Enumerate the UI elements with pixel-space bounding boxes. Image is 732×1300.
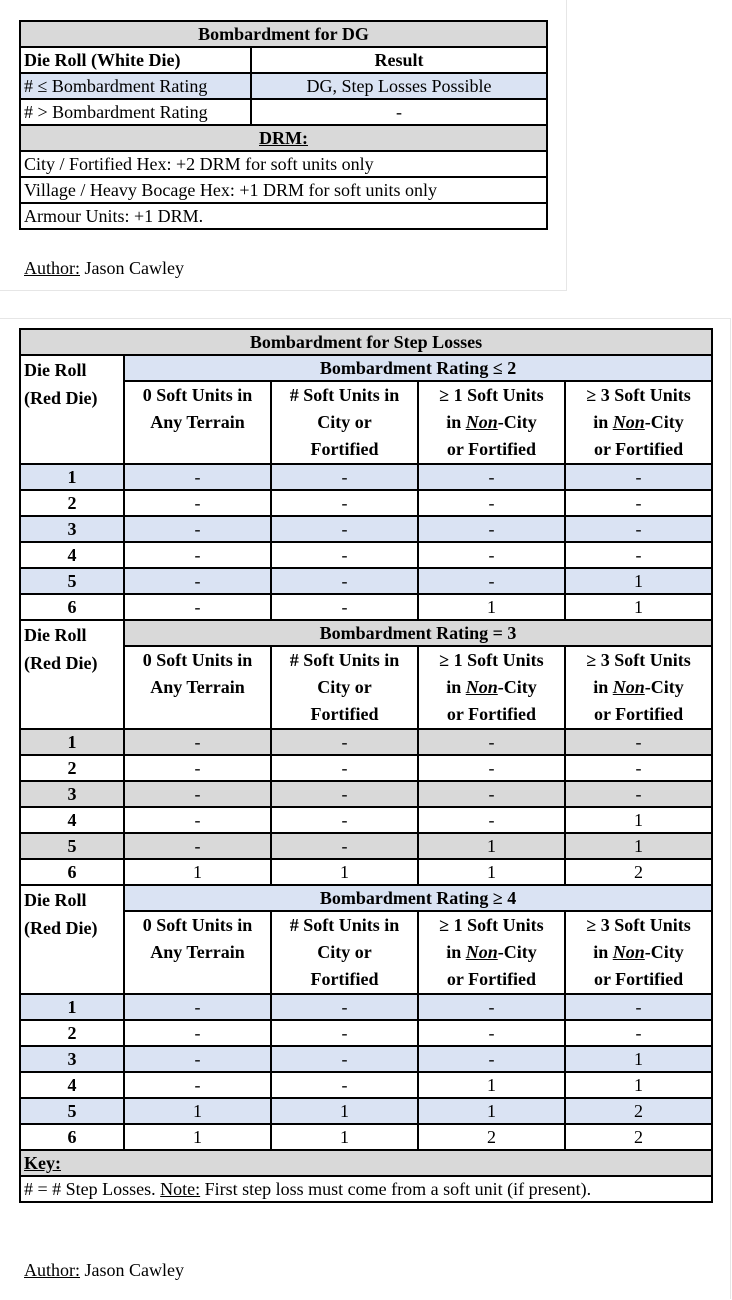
column-header-line	[569, 674, 708, 701]
die-value: 5	[20, 568, 124, 594]
die-value: 4	[20, 1072, 124, 1098]
die-roll-label	[20, 885, 124, 994]
column-header-emph: Non	[612, 942, 645, 962]
column-header-line: Any Terrain	[150, 677, 245, 697]
step-loss-cell: -	[271, 568, 418, 594]
dg-row-result: DG, Step Losses Possible	[251, 73, 547, 99]
step-loss-cell: 1	[565, 807, 712, 833]
column-header-part: -City	[644, 677, 684, 697]
drm-item: Armour Units: +1 DRM.	[20, 203, 547, 229]
column-header-part: -City	[497, 677, 537, 697]
key-text	[20, 1176, 712, 1202]
die-value: 3	[20, 1046, 124, 1072]
drm-row	[20, 151, 547, 177]
step-loss-cell: -	[124, 781, 271, 807]
column-header-line: Fortified	[310, 439, 379, 459]
step-loss-cell: -	[418, 781, 565, 807]
die-value: 2	[20, 490, 124, 516]
key-text-row	[20, 1176, 712, 1202]
column-header-line	[422, 939, 561, 966]
step-loss-cell: -	[124, 1020, 271, 1046]
dg-header-row	[20, 47, 547, 73]
table-row	[20, 542, 712, 568]
step-loss-cell: -	[271, 755, 418, 781]
die-roll-label-line: Die Roll	[24, 890, 87, 910]
column-header-line: # Soft Units in	[289, 650, 400, 670]
table-row	[20, 1072, 712, 1098]
table-row	[20, 859, 712, 885]
dg-row-roll: # ≤ Bombardment Rating	[20, 73, 251, 99]
dg-table	[19, 20, 548, 230]
drm-title: DRM:	[20, 125, 547, 151]
die-value: 6	[20, 859, 124, 885]
key-text-part: # = # Step Losses.	[24, 1179, 161, 1199]
step-loss-cell: -	[271, 516, 418, 542]
die-roll-label	[20, 355, 124, 464]
step-loss-cell: -	[418, 755, 565, 781]
step-loss-cell: 1	[124, 859, 271, 885]
step-loss-cell: -	[124, 490, 271, 516]
column-header-part: -City	[644, 412, 684, 432]
column-header-line	[569, 409, 708, 436]
step-loss-cell: -	[418, 1020, 565, 1046]
column-header-part: -City	[497, 942, 537, 962]
column-header-line	[422, 674, 561, 701]
step-loss-cell: 2	[565, 1124, 712, 1150]
column-header-part: in	[446, 412, 466, 432]
die-value: 4	[20, 807, 124, 833]
step-loss-cell: -	[565, 781, 712, 807]
column-header-line: ≥ 3 Soft Units	[586, 385, 691, 405]
step-loss-cell: 1	[418, 859, 565, 885]
column-header-line: Any Terrain	[150, 412, 245, 432]
column-header-line: ≥ 3 Soft Units	[586, 650, 691, 670]
column-header-line	[422, 409, 561, 436]
step-loss-cell: -	[565, 755, 712, 781]
dg-title: Bombardment for DG	[20, 21, 547, 47]
table-row	[20, 994, 712, 1020]
step-loss-cell: -	[565, 516, 712, 542]
column-header	[271, 911, 418, 994]
drm-row	[20, 203, 547, 229]
die-value: 1	[20, 729, 124, 755]
step-loss-cell: -	[418, 729, 565, 755]
step-loss-cell: -	[565, 1020, 712, 1046]
step-loss-cell: -	[565, 729, 712, 755]
table-row	[20, 807, 712, 833]
column-header	[418, 646, 565, 729]
column-header-line: City or	[317, 942, 372, 962]
column-header-line: 0 Soft Units in	[142, 385, 253, 405]
step-loss-cell: -	[565, 464, 712, 490]
column-header	[124, 646, 271, 729]
column-header-line: Any Terrain	[150, 942, 245, 962]
column-header	[565, 911, 712, 994]
table-row	[20, 464, 712, 490]
column-header-line	[569, 939, 708, 966]
dg-row-roll: # > Bombardment Rating	[20, 99, 251, 125]
rating-row	[20, 620, 712, 646]
step-loss-cell: -	[124, 568, 271, 594]
step-loss-cell: 1	[565, 833, 712, 859]
step-loss-cell: 1	[565, 1046, 712, 1072]
column-header	[418, 381, 565, 464]
key-note-label: Note:	[160, 1179, 201, 1199]
column-header-part: in	[593, 942, 613, 962]
table-row	[20, 594, 712, 620]
step-loss-cell: -	[124, 833, 271, 859]
step-loss-cell: 1	[271, 1124, 418, 1150]
die-value: 5	[20, 833, 124, 859]
step-loss-cell: 1	[271, 1098, 418, 1124]
drm-row	[20, 177, 547, 203]
step-loss-cell: -	[124, 542, 271, 568]
step-loss-cell: 1	[124, 1098, 271, 1124]
step-loss-cell: -	[271, 781, 418, 807]
die-value: 6	[20, 1124, 124, 1150]
rating-title: Bombardment Rating ≥ 4	[124, 885, 712, 911]
column-header-part: in	[446, 677, 466, 697]
step-loss-cell: -	[271, 490, 418, 516]
die-value: 3	[20, 516, 124, 542]
key-title: Key:	[20, 1150, 712, 1176]
column-header	[271, 646, 418, 729]
column-header-line: Fortified	[310, 704, 379, 724]
table-row	[20, 1124, 712, 1150]
step-loss-cell: 1	[418, 1072, 565, 1098]
dg-row	[20, 99, 547, 125]
die-roll-label-line: (Red Die)	[24, 653, 98, 673]
column-header-line: # Soft Units in	[289, 385, 400, 405]
step-table	[19, 328, 713, 1203]
die-value: 2	[20, 755, 124, 781]
column-header-part: -City	[644, 942, 684, 962]
column-header-emph: Non	[612, 677, 645, 697]
column-header-part: in	[593, 677, 613, 697]
step-loss-cell: -	[124, 994, 271, 1020]
table-row	[20, 516, 712, 542]
die-roll-label-line: Die Roll	[24, 625, 87, 645]
rating-title: Bombardment Rating ≤ 2	[124, 355, 712, 381]
author-name: Jason Cawley	[80, 1260, 184, 1280]
key-title-row	[20, 1150, 712, 1176]
step-loss-cell: -	[418, 1046, 565, 1072]
step-loss-cell: -	[271, 994, 418, 1020]
step-loss-cell: -	[418, 568, 565, 594]
step-loss-cell: -	[271, 1046, 418, 1072]
dg-row-result: -	[251, 99, 547, 125]
step-loss-cell: -	[565, 542, 712, 568]
step-loss-cell: 1	[124, 1124, 271, 1150]
dg-col-result: Result	[251, 47, 547, 73]
dg-row	[20, 73, 547, 99]
step-loss-cell: -	[124, 1072, 271, 1098]
step-loss-cell: -	[418, 490, 565, 516]
step-loss-cell: -	[271, 464, 418, 490]
column-header-row	[20, 646, 712, 729]
column-header-line: or Fortified	[593, 439, 684, 459]
column-header-line: 0 Soft Units in	[142, 915, 253, 935]
step-loss-cell: -	[271, 833, 418, 859]
column-header	[565, 646, 712, 729]
column-header-line: or Fortified	[446, 439, 537, 459]
step-loss-cell: 2	[565, 859, 712, 885]
table-row	[20, 729, 712, 755]
column-header-line: ≥ 1 Soft Units	[439, 915, 544, 935]
step-loss-cell: 2	[418, 1124, 565, 1150]
author-label: Author:	[24, 1260, 80, 1280]
rating-row	[20, 355, 712, 381]
author-name: Jason Cawley	[80, 258, 184, 278]
column-header-part: -City	[497, 412, 537, 432]
step-loss-cell: -	[271, 807, 418, 833]
step-loss-cell: -	[124, 516, 271, 542]
die-value: 1	[20, 464, 124, 490]
column-header-line: ≥ 1 Soft Units	[439, 650, 544, 670]
step-loss-cell: -	[271, 1072, 418, 1098]
step-loss-cell: -	[418, 807, 565, 833]
column-header-line: # Soft Units in	[289, 915, 400, 935]
die-value: 6	[20, 594, 124, 620]
die-roll-label-line: (Red Die)	[24, 918, 98, 938]
column-header-line: or Fortified	[446, 704, 537, 724]
column-header-line: or Fortified	[593, 969, 684, 989]
step-loss-cell: 1	[565, 1072, 712, 1098]
rating-row	[20, 885, 712, 911]
step-loss-cell: -	[124, 807, 271, 833]
author-credit	[24, 1260, 184, 1281]
column-header	[565, 381, 712, 464]
step-loss-cell: 1	[418, 594, 565, 620]
die-roll-label-line: (Red Die)	[24, 388, 98, 408]
column-header-row	[20, 381, 712, 464]
step-loss-cell: -	[124, 1046, 271, 1072]
table-row	[20, 1046, 712, 1072]
dg-col-die: Die Roll (White Die)	[20, 47, 251, 73]
step-loss-cell: -	[565, 490, 712, 516]
die-value: 3	[20, 781, 124, 807]
step-loss-cell: -	[565, 994, 712, 1020]
die-value: 2	[20, 1020, 124, 1046]
rating-title: Bombardment Rating = 3	[124, 620, 712, 646]
die-value: 1	[20, 994, 124, 1020]
step-loss-cell: 2	[565, 1098, 712, 1124]
column-header-line: ≥ 1 Soft Units	[439, 385, 544, 405]
step-title-row	[20, 329, 712, 355]
column-header-line: Fortified	[310, 969, 379, 989]
column-header-line: City or	[317, 412, 372, 432]
drm-title-row	[20, 125, 547, 151]
column-header-part: in	[593, 412, 613, 432]
table-row	[20, 1020, 712, 1046]
column-header-emph: Non	[465, 412, 498, 432]
drm-item: Village / Heavy Bocage Hex: +1 DRM for soft units only	[20, 177, 547, 203]
step-loss-cell: 1	[418, 833, 565, 859]
die-value: 5	[20, 1098, 124, 1124]
column-header	[271, 381, 418, 464]
step-loss-cell: 1	[565, 568, 712, 594]
column-header-line: or Fortified	[446, 969, 537, 989]
step-loss-cell: -	[418, 994, 565, 1020]
column-header-row	[20, 911, 712, 994]
column-header-emph: Non	[465, 677, 498, 697]
step-loss-cell: -	[271, 594, 418, 620]
table-row	[20, 490, 712, 516]
column-header-line: City or	[317, 677, 372, 697]
column-header-line: ≥ 3 Soft Units	[586, 915, 691, 935]
step-loss-cell: -	[271, 1020, 418, 1046]
column-header	[124, 381, 271, 464]
column-header-line: or Fortified	[593, 704, 684, 724]
step-loss-cell: -	[271, 729, 418, 755]
step-loss-cell: 1	[271, 859, 418, 885]
column-header-emph: Non	[612, 412, 645, 432]
dg-title-row	[20, 21, 547, 47]
column-header	[418, 911, 565, 994]
step-loss-cell: -	[418, 542, 565, 568]
step-loss-cell: -	[124, 464, 271, 490]
key-text-part: First step loss must come from a soft unit (if present).	[200, 1179, 592, 1199]
column-header-part: in	[446, 942, 466, 962]
column-header-line: 0 Soft Units in	[142, 650, 253, 670]
table-row	[20, 781, 712, 807]
step-loss-cell: 1	[418, 1098, 565, 1124]
step-table-body	[20, 329, 712, 1202]
step-loss-cell: -	[124, 594, 271, 620]
die-roll-label-line: Die Roll	[24, 360, 87, 380]
step-loss-cell: -	[124, 729, 271, 755]
step-loss-cell: -	[418, 464, 565, 490]
die-roll-label	[20, 620, 124, 729]
step-loss-cell: -	[124, 755, 271, 781]
die-value: 4	[20, 542, 124, 568]
table-row	[20, 568, 712, 594]
step-loss-cell: 1	[565, 594, 712, 620]
author-label: Author:	[24, 258, 80, 278]
column-header-emph: Non	[465, 942, 498, 962]
author-credit	[24, 258, 184, 279]
step-title: Bombardment for Step Losses	[20, 329, 712, 355]
step-loss-cell: -	[271, 542, 418, 568]
drm-item: City / Fortified Hex: +2 DRM for soft units only	[20, 151, 547, 177]
table-row	[20, 1098, 712, 1124]
step-loss-cell: -	[418, 516, 565, 542]
column-header	[124, 911, 271, 994]
table-row	[20, 833, 712, 859]
table-row	[20, 755, 712, 781]
